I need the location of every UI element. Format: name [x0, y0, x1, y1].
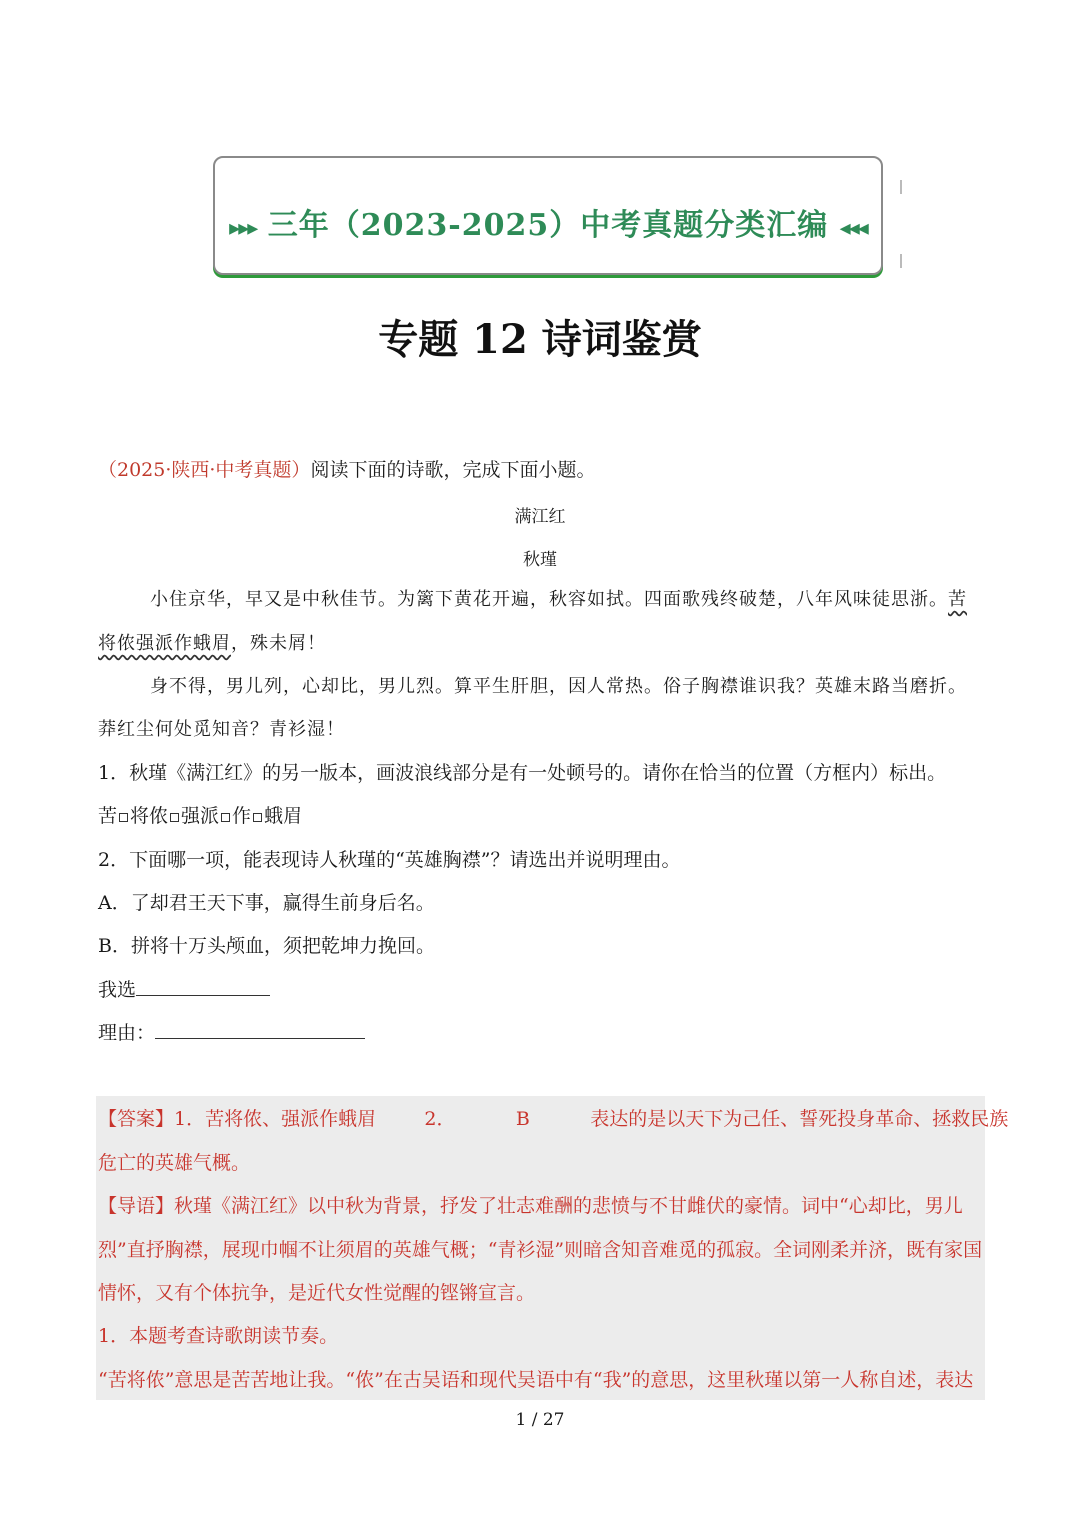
char: 强派 [181, 805, 220, 827]
option-a: A．了却君王天下事，赢得生前身后名。 [98, 892, 435, 914]
reason-line [98, 1020, 365, 1046]
reason-blank[interactable] [155, 1020, 365, 1039]
analysis-line: “苦将侬”意思是苦苦地让我。“侬”在古吴语和现代吴语中有“我”的意思，这里秋瑾以第一人称自述，表达 [98, 1369, 974, 1391]
question-intro [98, 457, 595, 483]
wavy-text: 将侬强派作蛾眉 [98, 633, 231, 654]
poem-author: 秋瑾 [523, 550, 557, 570]
char: 作 [232, 805, 252, 827]
series-banner [213, 156, 883, 275]
answer-box[interactable] [119, 813, 128, 822]
right-arrows-icon: ▸▸▸ [229, 215, 257, 241]
wavy-text: 苦 [948, 589, 967, 610]
option-b: B．拼将十万头颅血，须把乾坤力挽回。 [98, 935, 435, 957]
poem-text: 小住京华，早又是中秋佳节。为篱下黄花开遍，秋容如拭。四面歌残终破楚，八年风味徒思浙。 [150, 589, 948, 610]
choose-label: 我选 [98, 979, 137, 1001]
reason-label: 理由： [98, 1022, 156, 1044]
question-1: 1．秋瑾《满江红》的另一版本，画波浪线部分是有一处顿号的。请你在恰当的位置（方框内）标出。 [98, 762, 947, 784]
answer-box[interactable] [253, 813, 262, 822]
poem-title: 满江红 [514, 507, 566, 527]
answer-box[interactable] [221, 813, 230, 822]
banner-title [215, 200, 881, 244]
poem-text: ，殊未屑！ [231, 633, 326, 654]
choice-line [98, 977, 270, 1003]
intro-text: 阅读下面的诗歌，完成下面小题。 [310, 459, 596, 481]
char: 苦 [98, 805, 118, 827]
question-source: （2025·陕西·中考真题） [98, 459, 311, 481]
poem-line [150, 587, 967, 613]
analysis-line: 1．本题考查诗歌朗读节奏。 [98, 1325, 339, 1347]
page-title: 专题 12 诗词鉴赏 [378, 316, 702, 363]
banner-text: 三年（2023-2025）中考真题分类汇编 [267, 208, 829, 243]
char: 将侬 [130, 805, 169, 827]
poem-line [98, 631, 326, 657]
poem-line: 身不得，男儿列，心却比，男儿烈。算平生肝胆，因人常热。俗子胸襟谁识我？英雄末路当磨折。 [150, 676, 967, 697]
left-arrows-icon: ◂◂◂ [839, 215, 867, 241]
divider [900, 180, 902, 194]
q1-answer-boxes [98, 803, 302, 829]
guide-line: 【导语】秋瑾《满江红》以中秋为背景，抒发了壮志难酬的悲愤与不甘雌伏的豪情。词中“心却比，男儿 [98, 1195, 963, 1217]
divider [900, 254, 902, 268]
question-2: 2．下面哪一项，能表现诗人秋瑾的“英雄胸襟”？请选出并说明理由。 [98, 849, 681, 871]
answer-line: 【答案】1．苦将侬、强派作蛾眉 2． B 表达的是以天下为己任、誓死投身革命、拯救民族 [98, 1108, 1009, 1130]
guide-line: 情怀，又有个体抗争，是近代女性觉醒的铿锵宣言。 [98, 1282, 536, 1304]
guide-line: 烈”直抒胸襟，展现巾帼不让须眉的英雄气概；“青衫湿”则暗含知音难觅的孤寂。全词刚柔并济，既有家国 [98, 1239, 983, 1261]
page-number: 1 / 27 [515, 1410, 565, 1430]
poem-line: 莽红尘何处觅知音？青衫湿！ [98, 719, 345, 740]
choice-blank[interactable] [136, 977, 270, 996]
answer-box[interactable] [170, 813, 179, 822]
char: 蛾眉 [264, 805, 303, 827]
answer-line: 危亡的英雄气概。 [98, 1152, 251, 1174]
